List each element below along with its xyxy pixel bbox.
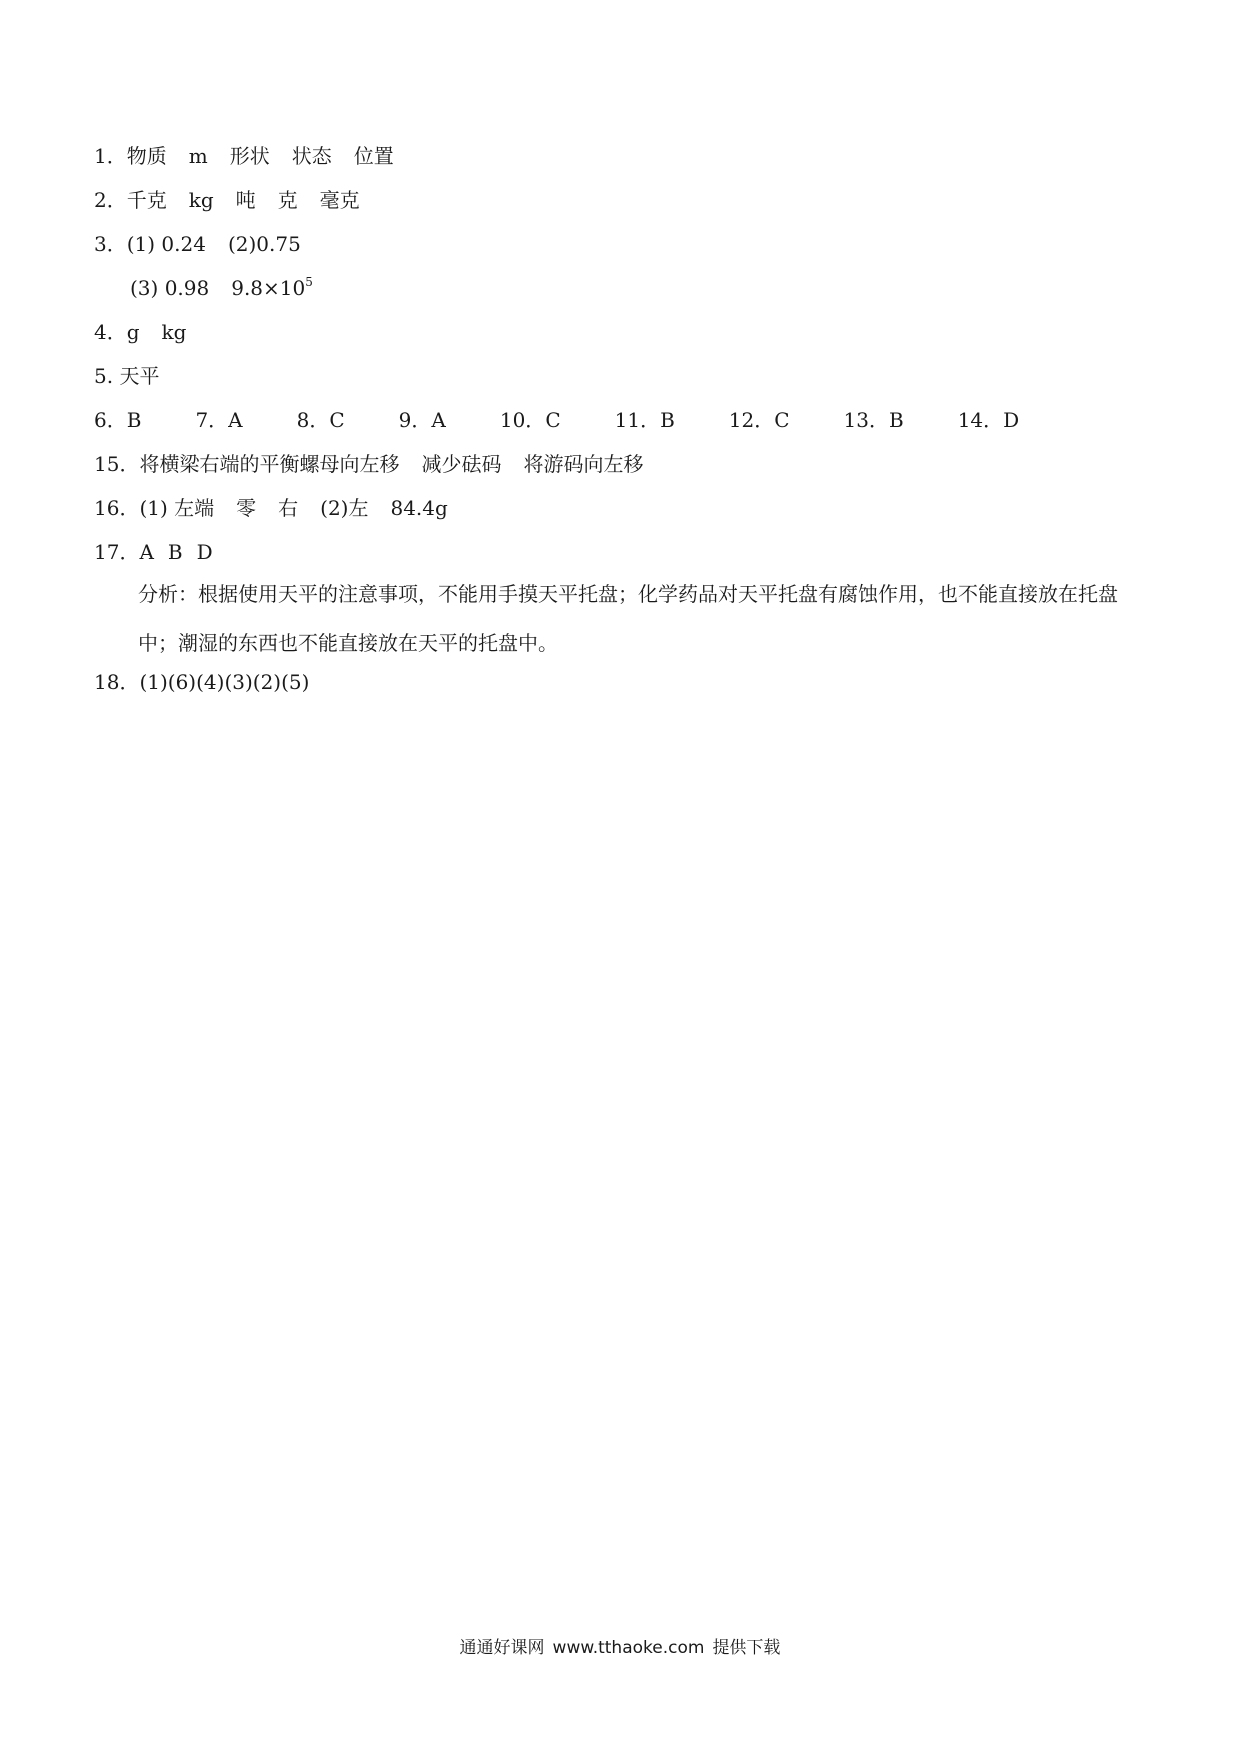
choice-answer: 9．A <box>398 408 446 432</box>
footer-url: www.tthaoke.com <box>552 1638 705 1658</box>
choice-answers-row <box>94 406 1019 434</box>
answer-17: 17．A B D <box>94 540 213 564</box>
choice-answer: 6．B <box>94 408 142 432</box>
choice-answer: 12．C <box>728 408 790 432</box>
choice-answer: 8．C <box>296 408 345 432</box>
answer-17-analysis: 分析：根据使用天平的注意事项，不能用手摸天平托盘；化学药品对天平托盘有腐蚀作用，也不能直接放在托盘中；潮湿的东西也不能直接放在天平的托盘中。 <box>138 582 1118 655</box>
answer-3-part-a: 3．(1) 0.24 (2)0.75 <box>94 232 301 256</box>
choice-answer: 13．B <box>843 408 904 432</box>
choice-answer: 7．A <box>195 408 243 432</box>
footer-note: 提供下载 <box>712 1638 781 1658</box>
answer-16: 16．(1) 左端 零 右 (2)左 84.4g <box>94 496 448 520</box>
answer-4: 4．g kg <box>94 320 187 344</box>
answer-1: 1．物质 m 形状 状态 位置 <box>94 144 394 168</box>
answer-5: 5. 天平 <box>94 364 160 388</box>
answer-2: 2．千克 kg 吨 克 毫克 <box>94 188 360 212</box>
choice-answer: 10．C <box>499 408 561 432</box>
footer-site-name: 通通好课网 <box>459 1638 545 1658</box>
answer-18: 18．(1)(6)(4)(3)(2)(5) <box>94 670 310 694</box>
answer-3-part-b: (3) 0.98 $9.8\times 10^5$ <box>130 275 313 300</box>
answer-15: 15．将横梁右端的平衡螺母向左移 减少砝码 将游码向左移 <box>94 452 644 476</box>
page-footer <box>0 1636 1240 1660</box>
choice-answer: 14．D <box>957 408 1020 432</box>
choice-answer: 11．B <box>614 408 675 432</box>
